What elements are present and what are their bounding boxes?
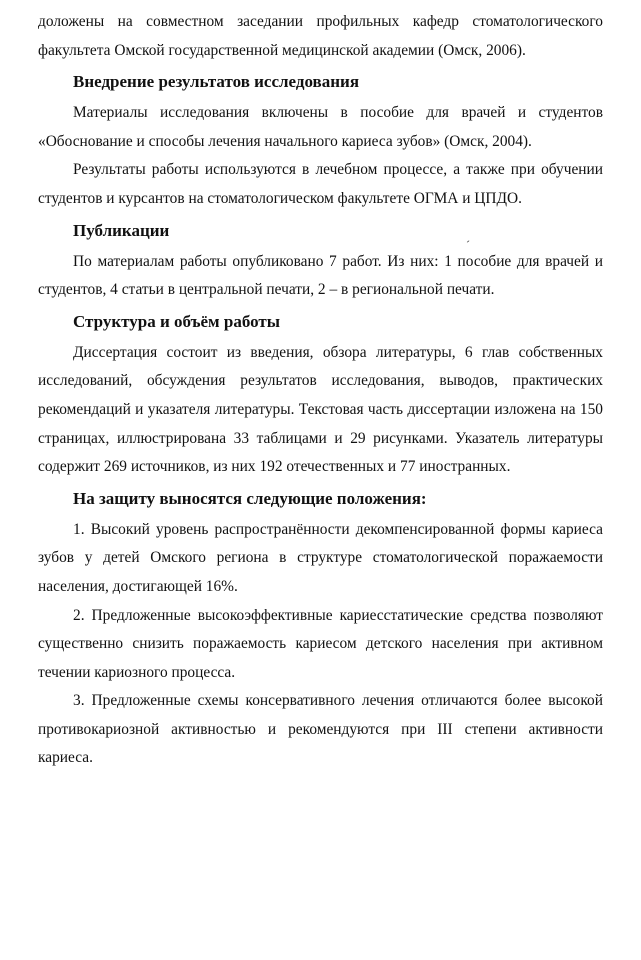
paragraph-structure: Диссертация состоит из введения, обзора литературы, 6 глав собственных исследований, обсуждения результатов исследования, выводов, практических рекомендаций и указателя литературы. Текстовая часть диссертации изложена на 150 страницах, иллюстрирована 33 таблицами и 29 рисунками. Указатель литературы содержит 269 источников, из них 192 отечественных и 77 иностранных. [38,343,603,476]
paragraph-intro: доложены на совместном заседании профильных кафедр стоматологического факультета Омской государственной медицинской академии (Омск, 2006). [38,13,603,59]
heading-structure: Структура и объём работы [73,311,281,331]
heading-defense: На защиту выносятся следующие положения: [73,488,427,508]
paragraph-defense-3: 3. Предложенные схемы консервативного лечения отличаются более высокой противокариозной активностью и рекомендуются при III степени активности кариеса. [38,692,603,767]
paragraph-defense-1: 1. Высокий уровень распространённости декомпенсированной формы кариеса зубов у детей Омского региона в структуре стоматологической поражаемости населения, достигающей 16%. [38,520,603,595]
paragraph-implementation-1: Материалы исследования включены в пособие для врачей и студентов «Обоснование и способы лечения начального кариеса зубов» (Омск, 2004). [38,104,603,150]
stray-mark: ´ [466,238,470,252]
paragraph-publications: По материалам работы опубликовано 7 работ. Из них: 1 пособие для врачей и студентов, 4 статьи в центральной печати, 2 – в региональной печати. [38,252,603,299]
heading-implementation: Внедрение результатов исследования [73,72,360,92]
heading-publications: Публикации [73,220,170,240]
paragraph-implementation-2: Результаты работы используются в лечебном процессе, а также при обучении студентов и курсантов на стоматологическом факультете ОГМА и ЦПДО. [38,161,603,207]
paragraph-defense-2: 2. Предложенные высокоэффективные кариесстатические средства позволяют существенно снизить поражаемость кариесом детского населения при активном течении кариозного процесса. [38,606,603,681]
document-page [38,8,603,773]
